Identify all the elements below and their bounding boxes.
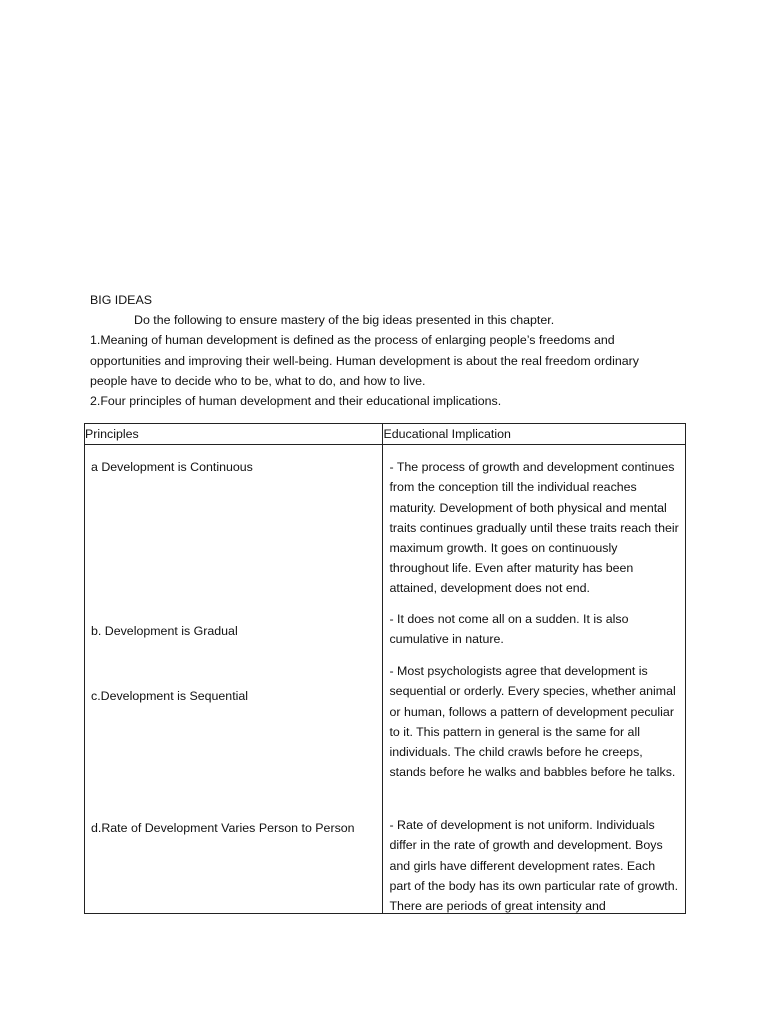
item-1-line-3: people have to decide who to be, what to do, and how to live. [90,373,426,388]
implication-gradual: - It does not come all on a sudden. It is also cumulative in nature. [389,612,629,647]
item-1-line-2: opportunities and improving their well-being. Human development is about the real freedom ordinary [90,353,639,368]
principle-rate-varies: d.Rate of Development Varies Person to Person [91,821,355,836]
principle-gradual: b. Development is Gradual [91,624,238,639]
principles-column [85,445,383,914]
principle-sequential: c.Development is Sequential [91,689,249,704]
header-implication: Educational Implication [383,424,686,445]
item-1-line-1: 1.Meaning of human development is defined as the process of enlarging people’s freedoms and [90,333,615,348]
implication-rate-varies: - Rate of development is not uniform. Individuals differ in the rate of growth and development. Boys and girls have different development rates. Each part of the body has its own particular rate of growth. There are periods of great intensity and [389,818,679,914]
implication-sequential: - Most psychologists agree that development is sequential or orderly. Every species, whether animal or human, follows a pattern of development peculiar to it. This pattern in general is the same for all individuals. The child crawls before he creeps, stands before he walks and babbles before he talks. [389,664,676,780]
item-2-text: 2.Four principles of human development and their educational implications. [90,394,502,409]
principles-table [84,423,686,914]
table-header-row [85,424,686,445]
section-heading: BIG IDEAS [90,293,152,307]
table-body-row [85,445,686,914]
instruction-text: Do the following to ensure mastery of the big ideas presented in this chapter. [134,313,555,328]
implication-continuous: - The process of growth and development continues from the conception till the individual reaches maturity. Development of both physical and mental traits continues gradually until these traits reach their maximum growth. It goes on continuously throughout life. Even after maturity has been attained, development does not end. [389,460,679,596]
principle-continuous: a Development is Continuous [91,460,253,475]
header-principles: Principles [85,424,383,445]
big-ideas-section [90,290,690,411]
implications-column [383,445,686,914]
